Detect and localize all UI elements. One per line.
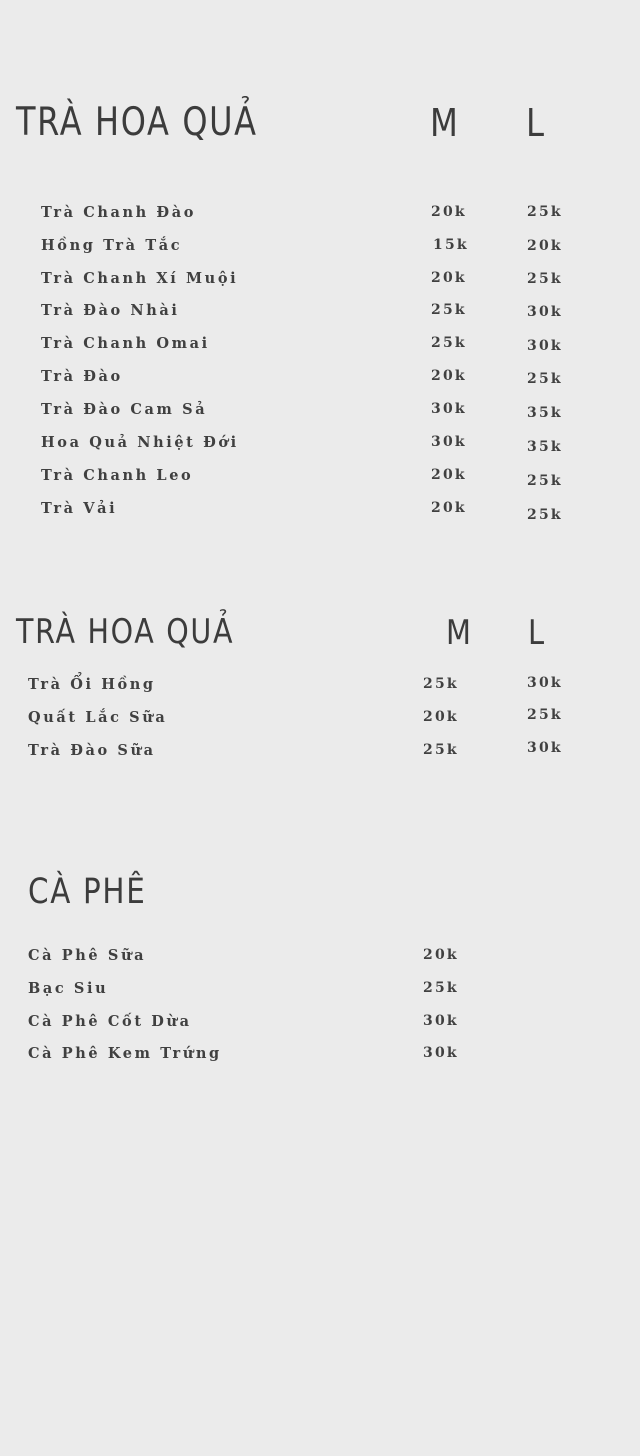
price-m: 20k <box>431 500 467 516</box>
item-name: Trà Đào Sữa <box>28 742 156 759</box>
price-m: 30k <box>431 401 467 417</box>
size-l-header: L <box>528 613 545 653</box>
price-l: 25k <box>527 707 563 723</box>
menu-item <box>0 467 640 489</box>
item-name: Quất Lắc Sữa <box>28 709 168 726</box>
menu-item <box>0 434 640 456</box>
price-m: 15k <box>433 237 469 253</box>
item-name: Trà Đào Cam Sả <box>41 401 208 418</box>
price: 30k <box>423 1013 459 1029</box>
size-m-header: M <box>446 613 471 653</box>
menu-item <box>0 1045 640 1067</box>
menu-item <box>0 742 640 764</box>
price-l: 30k <box>527 740 563 756</box>
item-name: Hoa Quả Nhiệt Đới <box>41 434 239 451</box>
item-name: Trà Chanh Xí Muội <box>41 270 239 287</box>
item-name: Trà Chanh Omai <box>41 335 210 352</box>
item-name: Trà Vải <box>41 500 118 517</box>
section-title: TRÀ HOA QUẢ <box>16 100 258 145</box>
price-m: 25k <box>423 742 459 758</box>
item-name: Cà Phê Kem Trứng <box>28 1045 222 1062</box>
menu-item <box>0 947 640 969</box>
menu-item <box>0 401 640 423</box>
menu-item <box>0 302 640 324</box>
price-m: 20k <box>431 204 467 220</box>
price-l: 30k <box>527 675 563 691</box>
price-m: 30k <box>431 434 467 450</box>
item-name: Cà Phê Cốt Dừa <box>28 1013 192 1030</box>
menu-item <box>0 980 640 1002</box>
item-name: Hồng Trà Tắc <box>41 237 183 254</box>
menu-item <box>0 676 640 698</box>
price-l: 25k <box>527 204 563 220</box>
menu-item <box>0 500 640 522</box>
item-name: Trà Ổi Hồng <box>28 676 156 693</box>
section-title: CÀ PHÊ <box>28 872 147 912</box>
price-l: 30k <box>527 338 563 354</box>
size-l-header: L <box>526 101 544 145</box>
item-name: Trà Đào <box>41 368 123 385</box>
size-m-header: M <box>430 101 458 145</box>
price: 20k <box>423 947 459 963</box>
item-name: Bạc Siu <box>28 980 109 997</box>
price-l: 30k <box>527 304 563 320</box>
menu-item <box>0 709 640 731</box>
price: 30k <box>423 1045 459 1061</box>
price-m: 25k <box>423 676 459 692</box>
price-l: 25k <box>527 473 563 489</box>
price-m: 20k <box>431 467 467 483</box>
price: 25k <box>423 980 459 996</box>
menu-item <box>0 368 640 390</box>
price-m: 20k <box>423 709 459 725</box>
item-name: Trà Đào Nhài <box>41 302 180 319</box>
price-l: 25k <box>527 507 563 523</box>
price-l: 25k <box>527 371 563 387</box>
menu-item <box>0 335 640 357</box>
menu-item <box>0 270 640 292</box>
price-m: 25k <box>431 302 467 318</box>
price-l: 35k <box>527 439 563 455</box>
price-m: 20k <box>431 270 467 286</box>
item-name: Trà Chanh Leo <box>41 467 194 484</box>
price-m: 20k <box>431 368 467 384</box>
section-title: TRÀ HOA QUẢ <box>16 612 235 652</box>
price-m: 25k <box>431 335 467 351</box>
price-l: 20k <box>527 238 563 254</box>
price-l: 35k <box>527 405 563 421</box>
menu-item <box>0 237 640 259</box>
price-l: 25k <box>527 271 563 287</box>
item-name: Cà Phê Sữa <box>28 947 147 964</box>
item-name: Trà Chanh Đào <box>41 204 196 221</box>
menu-item <box>0 1013 640 1035</box>
menu-item <box>0 204 640 226</box>
